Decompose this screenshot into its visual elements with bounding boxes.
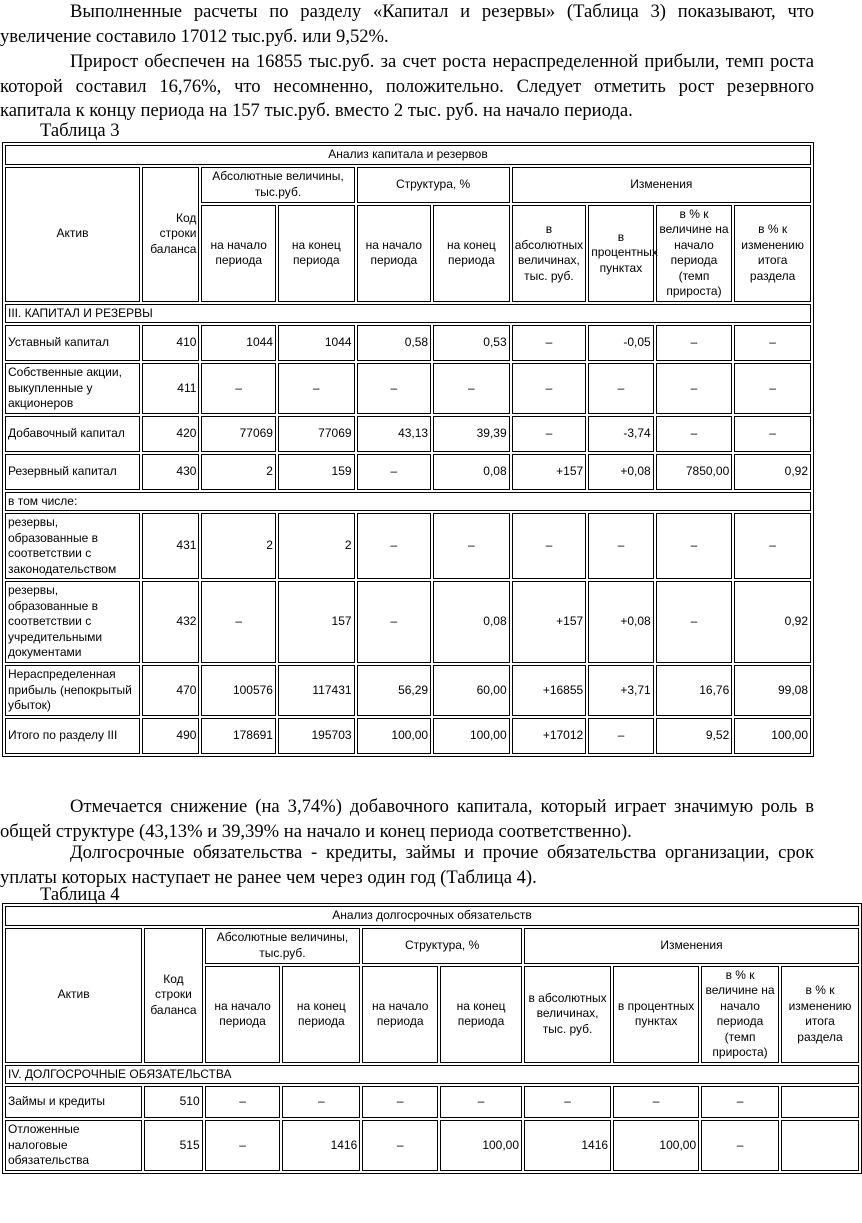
paragraph-2: Прирост обеспечен на 16855 тыс.руб. за счет роста нераспределенной прибыли, темп роста которой составил 16,76%, что несомненно, положительно. Следует отметить рост резервного капитала к концу периода на 157 тыс.руб. вместо 2 тыс. руб. на начало периода. (0, 51, 814, 121)
table-cell: – (588, 363, 653, 414)
table-cell: – (734, 363, 811, 414)
table-row (5, 718, 811, 754)
table-cell: – (656, 416, 733, 452)
row-label: Отложенные налоговые обязательства (5, 1120, 142, 1171)
table-cell: – (613, 1086, 699, 1118)
col-header-end: на конец периода (440, 966, 522, 1063)
table-cell: 77069 (278, 416, 355, 452)
col-header-ch-abs: в абсолютных величинах, тыс. руб. (524, 966, 611, 1063)
table-cell: 195703 (278, 718, 355, 754)
table-cell: 43,13 (357, 416, 432, 452)
col-header-aktiv: Актив (5, 167, 140, 302)
col-header-abs: Абсолютные величины, тыс.руб. (201, 167, 354, 203)
col-header-ch-abs: в абсолютных величинах, тыс. руб. (512, 205, 587, 302)
table-cell: – (512, 416, 587, 452)
table-title: Анализ капитала и резервов (5, 145, 811, 165)
table-row (5, 416, 811, 452)
table-cell: 157 (278, 581, 355, 663)
col-header-start: на начало периода (205, 966, 281, 1063)
row-label: Итого по разделу III (5, 718, 140, 754)
table-cell: – (734, 325, 811, 361)
row-label: Займы и кредиты (5, 1086, 142, 1118)
col-header-start: на начало периода (201, 205, 276, 302)
table-cell: 0,08 (433, 454, 510, 490)
table-cell: – (701, 1086, 779, 1118)
col-header-changes: Изменения (524, 928, 859, 964)
row-label: Резервный капитал (5, 454, 140, 490)
table-cell: 470 (142, 665, 199, 716)
table-cell: 410 (142, 325, 199, 361)
table-cell: -3,74 (588, 416, 653, 452)
table-cell: +0,08 (588, 581, 653, 663)
table-cell: – (362, 1086, 438, 1118)
table-cell: – (656, 325, 733, 361)
col-header-abs: Абсолютные величины, тыс.руб. (205, 928, 361, 964)
table-cell: – (440, 1086, 522, 1118)
table-cell: – (512, 363, 587, 414)
table-cell: – (524, 1086, 611, 1118)
table-cell: 178691 (201, 718, 276, 754)
col-header-ch-rate: в % к величине на начало периода (темп прироста) (701, 966, 779, 1063)
table-cell: – (656, 363, 733, 414)
col-header-end: на конец периода (278, 205, 355, 302)
table-cell: 1416 (524, 1120, 611, 1171)
col-header-ch-share: в % к изменению итога раздела (734, 205, 811, 302)
table-cell: 7850,00 (656, 454, 733, 490)
row-label: Уставный капитал (5, 325, 140, 361)
table-cell: 100,00 (734, 718, 811, 754)
row-label: Добавочный капитал (5, 416, 140, 452)
table-cell: – (433, 363, 510, 414)
table-row (5, 363, 811, 414)
table-cell: 430 (142, 454, 199, 490)
table-cell: 0,92 (734, 454, 811, 490)
table-cell: 515 (144, 1120, 202, 1171)
table-cell: +157 (512, 454, 587, 490)
table-cell: 1044 (201, 325, 276, 361)
table-cell: 39,39 (433, 416, 510, 452)
table-cell: – (512, 325, 587, 361)
col-header-aktiv: Актив (5, 928, 142, 1063)
table-cell: 159 (278, 454, 355, 490)
section-header: IV. ДОЛГОСРОЧНЫЕ ОБЯЗАТЕЛЬСТВА (5, 1065, 859, 1085)
table-cell: 60,00 (433, 665, 510, 716)
table-cell: 490 (142, 718, 199, 754)
subheader: в том числе: (5, 492, 811, 512)
section-header: III. КАПИТАЛ И РЕЗЕРВЫ (5, 304, 811, 324)
table-cell: – (357, 513, 432, 579)
table-cell: – (734, 513, 811, 579)
table-cell: 77069 (201, 416, 276, 452)
table-row (5, 1120, 859, 1171)
table-cell: 100,00 (440, 1120, 522, 1171)
col-header-struct: Структура, % (357, 167, 510, 203)
table-cell: +0,08 (588, 454, 653, 490)
col-header-start: на начало периода (362, 966, 438, 1063)
table-cell: 99,08 (734, 665, 811, 716)
col-header-end: на конец периода (282, 966, 360, 1063)
table-row (5, 1086, 859, 1118)
col-header-changes: Изменения (512, 167, 811, 203)
col-header-kod: Код строки баланса (144, 928, 202, 1063)
table-cell: 117431 (278, 665, 355, 716)
table-cell: 0,58 (357, 325, 432, 361)
table-cell: – (433, 513, 510, 579)
table-cell: – (362, 1120, 438, 1171)
table-row (5, 454, 811, 490)
table-cell: 16,76 (656, 665, 733, 716)
table-cell: – (357, 454, 432, 490)
table-cell: 510 (144, 1086, 202, 1118)
paragraph-3: Отмечается снижение (на 3,74%) добавочного капитала, который играет значимую роль в общей структуре (43,13% и 39,39% на начало и конец периода соответственно). (0, 796, 814, 842)
table-cell: +3,71 (588, 665, 653, 716)
paragraph-4: Долгосрочные обязательства - кредиты, займы и прочие обязательства организации, срок уплаты которых наступает не ранее чем через один год (Таблица 4). (0, 842, 814, 888)
table4-caption: Таблица 4 (40, 884, 120, 905)
col-header-end: на конец периода (433, 205, 510, 302)
table-cell: +157 (512, 581, 587, 663)
table-title: Анализ долгосрочных обязательств (5, 906, 859, 926)
table-cell: 2 (201, 513, 276, 579)
table-cell: – (588, 513, 653, 579)
table-cell: 0,92 (734, 581, 811, 663)
table-cell: – (701, 1120, 779, 1171)
table-cell (781, 1086, 859, 1118)
table-row (5, 513, 811, 579)
table-cell: 2 (278, 513, 355, 579)
table-cell (781, 1120, 859, 1171)
table-cell: 432 (142, 581, 199, 663)
table-cell: – (205, 1120, 281, 1171)
table-cell: – (201, 363, 276, 414)
table-cell: 100576 (201, 665, 276, 716)
col-header-ch-share: в % к изменению итога раздела (781, 966, 859, 1063)
table-cell: – (656, 581, 733, 663)
col-header-struct: Структура, % (362, 928, 522, 964)
table-cell: 100,00 (357, 718, 432, 754)
table-cell: 9,52 (656, 718, 733, 754)
table-cell: 1044 (278, 325, 355, 361)
table-cell: – (278, 363, 355, 414)
table3-caption: Таблица 3 (40, 120, 120, 141)
row-label: Собственные акции, выкупленные у акционеров (5, 363, 140, 414)
table-cell: 100,00 (433, 718, 510, 754)
row-label: резервы, образованные в соответствии с законодательством (5, 513, 140, 579)
table-cell: – (201, 581, 276, 663)
table-cell: 100,00 (613, 1120, 699, 1171)
paragraph-1: Выполненные расчеты по разделу «Капитал и резервы» (Таблица 3) показывают, что увеличение составило 17012 тыс.руб. или 9,52%. (0, 1, 814, 47)
table-cell: +16855 (512, 665, 587, 716)
table-cell: – (588, 718, 653, 754)
long-term-liabilities-table (2, 903, 862, 1174)
row-label: Нераспределенная прибыль (непокрытый убыток) (5, 665, 140, 716)
table-cell: 411 (142, 363, 199, 414)
table-cell: – (357, 581, 432, 663)
col-header-start: на начало периода (357, 205, 432, 302)
table-cell: +17012 (512, 718, 587, 754)
table-row (5, 581, 811, 663)
table-row (5, 325, 811, 361)
table-cell: – (656, 513, 733, 579)
capital-reserves-table (2, 142, 814, 757)
table-cell: 420 (142, 416, 199, 452)
table-cell: – (357, 363, 432, 414)
col-header-ch-rate: в % к величине на начало периода (темп прироста) (656, 205, 733, 302)
table-cell: -0,05 (588, 325, 653, 361)
table-cell: – (205, 1086, 281, 1118)
table-cell: 2 (201, 454, 276, 490)
table-cell: 1416 (282, 1120, 360, 1171)
table-cell: – (512, 513, 587, 579)
table-cell: 0,53 (433, 325, 510, 361)
table-row (5, 665, 811, 716)
col-header-kod: Код строки баланса (142, 167, 199, 302)
row-label: резервы, образованные в соответствии с учредительными документами (5, 581, 140, 663)
col-header-ch-pp: в процентных пунктах (588, 205, 653, 302)
table-cell: – (734, 416, 811, 452)
table-cell: 0,08 (433, 581, 510, 663)
table-cell: 56,29 (357, 665, 432, 716)
table-cell: – (282, 1086, 360, 1118)
table-cell: 431 (142, 513, 199, 579)
col-header-ch-pp: в процентных пунктах (613, 966, 699, 1063)
